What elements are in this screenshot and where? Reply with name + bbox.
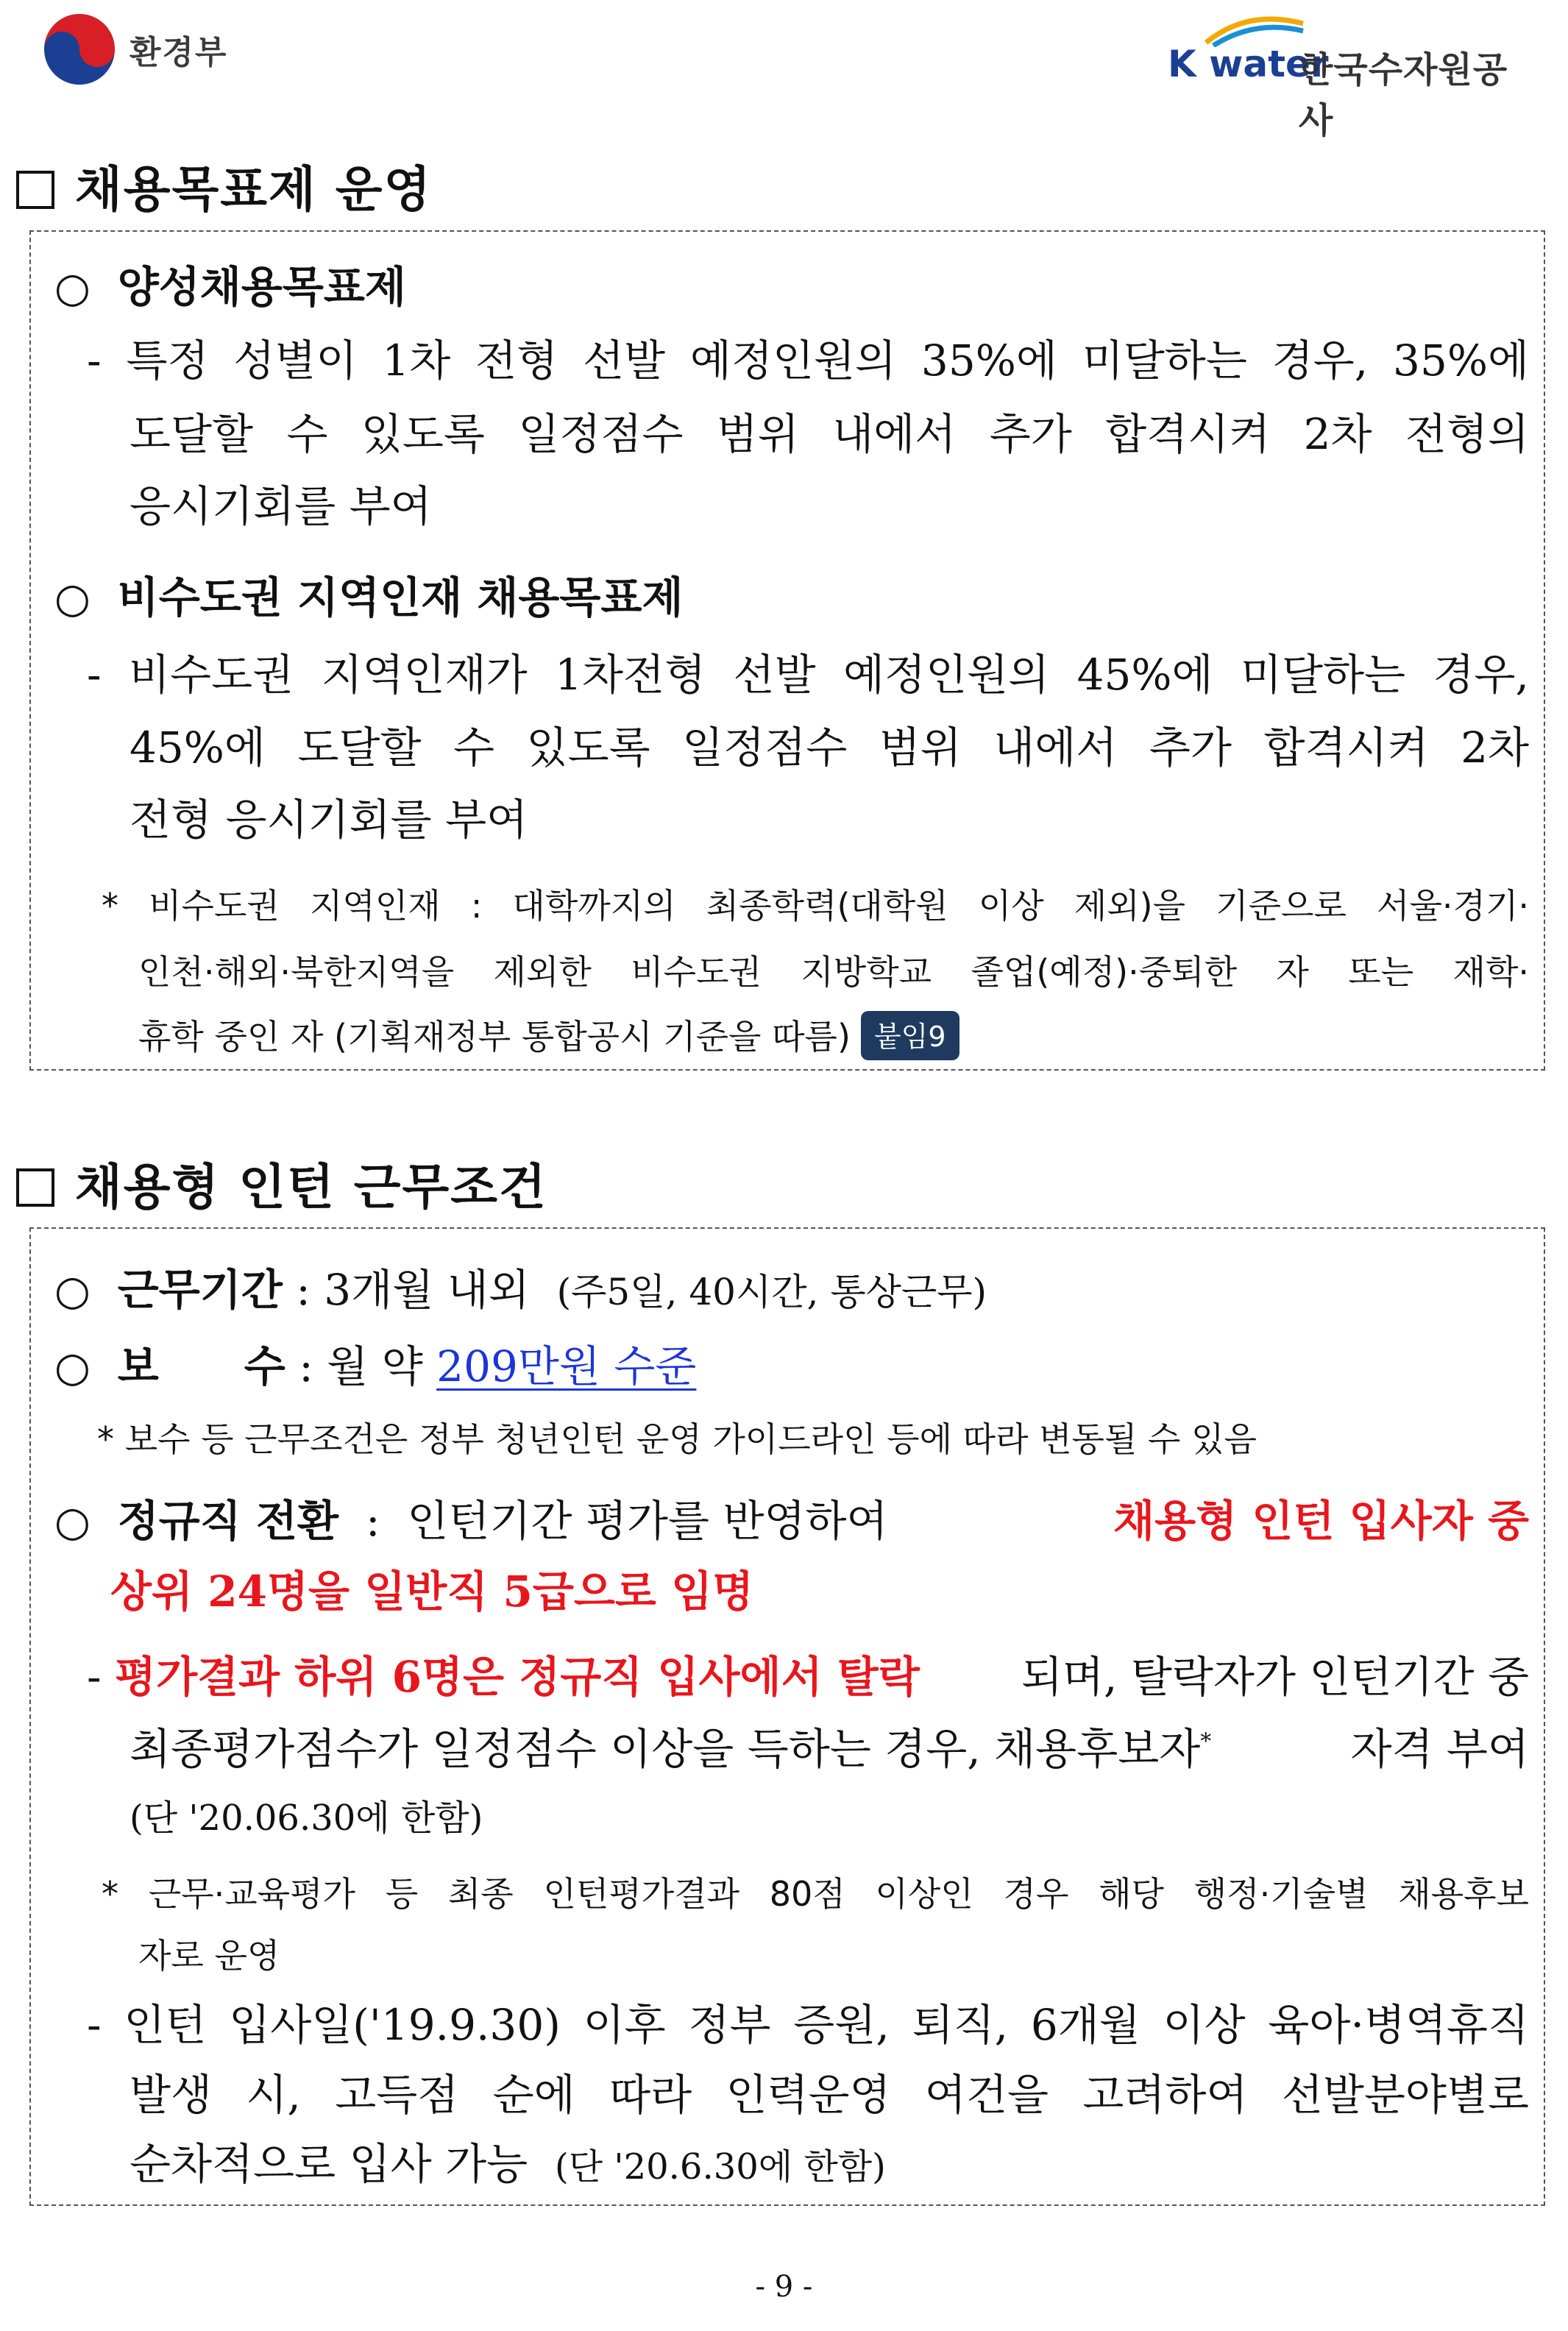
circle-bullet-icon: ○ [54, 264, 91, 312]
conversion-label: 정규직 전환 [117, 1496, 339, 1546]
section1-title: 채용목표제 운영 [16, 150, 432, 220]
item2-desc-line1: - 비수도권 지역인재가 1차전형 선발 예정인원의 45%에 미달하는 경우, [87, 650, 1529, 700]
item1-desc-line1: - 특정 성별이 1차 전형 선발 예정인원의 35%에 미달하는 경우, 35%에 [87, 336, 1529, 386]
org-name: 한국수자원공사 [1299, 49, 1508, 141]
section1-panel [29, 230, 1545, 1071]
ministry-logo [43, 9, 228, 90]
brand-mark: K water [1168, 43, 1329, 85]
pay-amount: 209만원 수준 [436, 1341, 697, 1391]
conversion-note-line1: * 근무·교육평가 등 최종 인턴평가결과 80점 이상인 경우 해당 행정·기술별 채용후보 [102, 1874, 1529, 1914]
taegeuk-emblem-icon [43, 13, 116, 86]
period-label: 근무기간 [117, 1265, 283, 1315]
conversion-sub2-line1: - 인턴 입사일('19.9.30) 이후 정부 증원, 퇴직, 6개월 이상 육아·병역휴직 [87, 2000, 1529, 2050]
pay-note: * 보수 등 근무조건은 정부 청년인턴 운영 가이드라인 등에 따라 변동될 수 있음 [97, 1419, 1257, 1459]
conversion-sub1-line1: - 평가결과 하위 6명은 정규직 입사에서 탈락 되며, 탈락자가 인턴기간 중 [87, 1652, 1529, 1702]
item2-note-line1: * 비수도권 지역인재 : 대학까지의 최종학력(대학원 이상 제외)을 기준으로 서울·경기· [102, 886, 1529, 926]
item2-desc-line3: 전형 응시기회를 부여 [130, 795, 528, 845]
section2-title: 채용형 인턴 근무조건 [16, 1148, 547, 1218]
conversion-sub1-line2: 최종평가점수가 일정점수 이상을 득하는 경우, 채용후보자* 자격 부여 [130, 1724, 1529, 1774]
pay-row: ○ 보 수 : 월 약 209만원 수준 [54, 1341, 697, 1391]
item1-desc-line2: 도달할 수 있도록 일정점수 범위 내에서 추가 합격시켜 2차 전형의 [130, 409, 1529, 459]
page-number: - 9 - [755, 2270, 813, 2304]
circle-bullet-icon: ○ [54, 575, 91, 622]
checkbox-square-icon [16, 171, 54, 209]
period-row: ○ 근무기간 : 3개월 내외 (주5일, 40시간, 통상근무) [54, 1265, 987, 1315]
item2-desc-line2: 45%에 도달할 수 있도록 일정점수 범위 내에서 추가 합격시켜 2차 [130, 723, 1529, 773]
item1-heading: ○ 양성채용목표제 [54, 262, 406, 312]
conversion-sub1-line3: (단 '20.06.30에 한함) [130, 1798, 483, 1839]
conversion-sub2-line2: 발생 시, 고득점 순에 따라 인력운영 여건을 고려하여 선발분야별로 [130, 2070, 1529, 2120]
conversion-sub2-line3: 순차적으로 입사 가능 (단 '20.6.30에 한함) [130, 2139, 886, 2189]
item2-note-line3: 휴학 중인 자 (기획재정부 통합공시 기준을 따름) 붙임9 [138, 1010, 959, 1060]
checkbox-square-icon [16, 1168, 54, 1207]
period-detail: (주5일, 40시간, 통상근무) [556, 1271, 987, 1313]
item2-heading: ○ 비수도권 지역인재 채용목표제 [54, 572, 684, 622]
circle-bullet-icon: ○ [54, 1344, 91, 1391]
conversion-note-line2: 자로 운영 [138, 1936, 280, 1976]
conversion-row-line1: ○ 정규직 전환 : 인턴기간 평가를 반영하여 채용형 인턴 입사자 중 [54, 1486, 1529, 1548]
circle-bullet-icon: ○ [54, 1267, 91, 1315]
item1-desc-line3: 응시기회를 부여 [130, 481, 432, 531]
kwater-logo [1159, 13, 1542, 141]
item2-note-line2: 인천·해외·북한지역을 제외한 비수도권 지방학교 졸업(예정)·중퇴한 자 또는 재학· [138, 952, 1529, 992]
attachment-tag: 붙임9 [861, 1011, 959, 1060]
conversion-highlight-l1: 채용형 인턴 입사자 중 [1113, 1496, 1529, 1546]
period-value: 3개월 내외 [324, 1265, 530, 1315]
conversion-highlight-l2: 상위 24명을 일반직 5급으로 임명 [110, 1567, 754, 1617]
ministry-name: 환경부 [130, 34, 228, 71]
pay-label: 보 수 [117, 1341, 285, 1391]
elimination-highlight: 평가결과 하위 6명은 정규직 입사에서 탈락 [115, 1652, 920, 1702]
section2-panel [29, 1227, 1545, 2206]
circle-bullet-icon: ○ [54, 1498, 91, 1546]
